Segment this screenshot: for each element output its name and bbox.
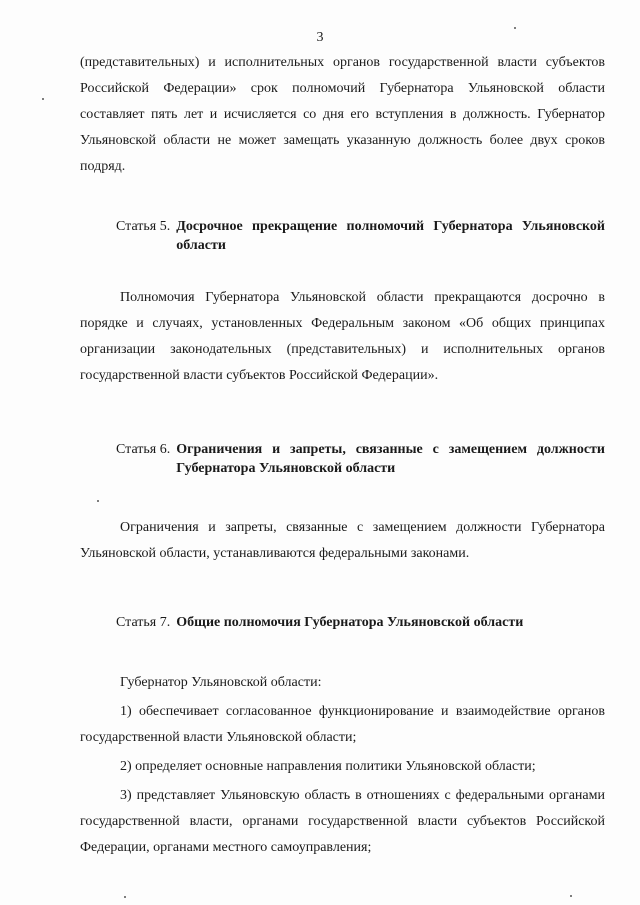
- article-5-body: Полномочия Губернатора Ульяновской области прекращаются досрочно в порядке и случаях, установленных Федеральным законом «Об общих принципах организации законодательных (представительных) и исполнительных органов государственной власти субъектов Российской Федерации».: [80, 290, 605, 383]
- scan-speck: [570, 895, 572, 897]
- scan-speck: [514, 27, 516, 29]
- document-body: [80, 50, 605, 861]
- article-7-title: Общие полномочия Губернатора Ульяновской области: [176, 615, 524, 630]
- article-7-heading: [116, 613, 605, 632]
- scan-speck: [124, 896, 126, 898]
- article-6-body: Ограничения и запреты, связанные с замещением должности Губернатора Ульяновской области, устанавливаются федеральными законами.: [80, 520, 605, 561]
- article-6-heading: [116, 440, 605, 478]
- article-7-item-1: 1) обеспечивает согласованное функционирование и взаимодействие органов государственной власти Ульяновской области;: [80, 704, 605, 745]
- article-7-item-3: 3) представляет Ульяновскую область в отношениях с федеральными органами государственной власти, органами государственной власти субъектов Российской Федерации, органами местного самоуправления;: [80, 788, 605, 855]
- page-number: 3: [316, 30, 324, 45]
- article-7-lead: Губернатор Ульяновской области:: [120, 675, 322, 690]
- article-7-number: Статья 7.: [116, 615, 171, 630]
- article-6-title: Ограничения и запреты, связанные с замещением должности Губернатора Ульяновской области: [176, 442, 605, 476]
- scan-speck: [97, 500, 99, 502]
- article-5-number: Статья 5.: [116, 219, 171, 234]
- scan-speck: [42, 98, 44, 100]
- article-7-item-2: 2) определяет основные направления политики Ульяновской области;: [120, 759, 536, 774]
- article-6-number: Статья 6.: [116, 442, 171, 457]
- intro-paragraph: (представительных) и исполнительных органов государственной власти субъектов Российской Федерации» срок полномочий Губернатора Ульяновской области составляет пять лет и исчисляется со дня его вступления в должность. Губернатор Ульяновской области не может замещать указанную должность более двух сроков подряд.: [80, 55, 605, 174]
- article-5-title: Досрочное прекращение полномочий Губернатора Ульяновской области: [176, 219, 605, 253]
- article-5-heading: [116, 217, 605, 255]
